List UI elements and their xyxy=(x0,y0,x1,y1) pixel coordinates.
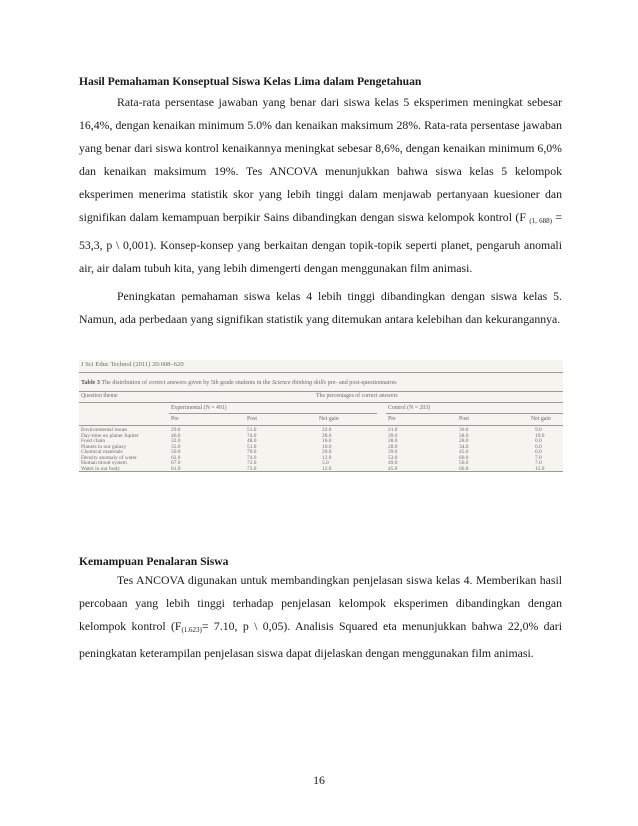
cell-ctrl-post: 56.0 xyxy=(459,460,469,466)
cell-exp-gain: 28.0 xyxy=(322,432,332,439)
cell-ctrl-post: 60.0 xyxy=(459,465,469,472)
cell-exp-gain: 12.0 xyxy=(322,454,332,461)
cell-ctrl-pre: 45.0 xyxy=(388,465,398,472)
table-header-rule xyxy=(79,391,563,392)
cell-theme: Environmental issues xyxy=(81,427,128,433)
cell-exp-pre: 32.0 xyxy=(171,438,181,444)
cell-exp-pre: 50.0 xyxy=(171,449,181,455)
column-header-group: The percentages of correct answers xyxy=(316,393,398,399)
cell-exp-post: 72.0 xyxy=(247,460,257,466)
cell-theme: Planets in our galaxy xyxy=(81,443,127,450)
paragraph-conceptual-results xyxy=(79,91,562,280)
cell-ctrl-post: 45.0 xyxy=(459,449,469,455)
cell-exp-pre: 67.0 xyxy=(171,460,181,466)
cell-exp-post: 74.0 xyxy=(247,432,257,439)
page-number: 16 xyxy=(313,773,325,787)
journal-header: J Sci Educ Technol (2011) 20:608–620 xyxy=(81,361,184,368)
body-top-rule xyxy=(79,425,563,426)
subheader-post-control: Post xyxy=(459,416,469,422)
cell-ctrl-pre: 39.0 xyxy=(388,432,398,439)
experimental-group-label: Experimental (N = 491) xyxy=(171,405,227,411)
experimental-group-rule xyxy=(169,413,377,414)
f-statistic-subscript: (1, 688) xyxy=(529,217,552,226)
table-bottom-rule xyxy=(79,471,563,472)
cell-theme: Density anomaly of water xyxy=(81,454,137,461)
table-caption-text: The distribution of correct answers given by 5th grade students in the xyxy=(101,380,271,386)
cell-ctrl-gain: 19.0 xyxy=(535,432,545,439)
cell-theme: Food chain xyxy=(81,438,106,444)
f-statistic-subscript: (1.623) xyxy=(181,626,202,635)
cell-ctrl-gain: 0.0 xyxy=(535,438,542,444)
cell-exp-gain: 16.0 xyxy=(322,438,332,444)
cell-exp-post: 51.0 xyxy=(247,443,257,450)
cell-exp-post: 48.0 xyxy=(247,438,257,444)
subheader-pre: Pre xyxy=(171,416,179,422)
control-group-label: Control (N = 203) xyxy=(388,405,431,411)
cell-theme: Chemical materials xyxy=(81,449,123,455)
cell-ctrl-pre: 53.0 xyxy=(388,454,398,461)
cell-ctrl-gain: 9.0 xyxy=(535,427,542,433)
header-rule-2 xyxy=(79,402,563,403)
paragraph-reasoning-results xyxy=(79,569,562,665)
control-group-rule xyxy=(386,413,563,414)
subheader-post: Post xyxy=(247,416,257,422)
section-heading-conceptual: Hasil Pemahaman Konseptual Siswa Kelas Lima dalam Pengetahuan xyxy=(79,75,422,88)
table-caption xyxy=(81,380,397,386)
cell-ctrl-pre: 28.0 xyxy=(388,443,398,450)
cell-ctrl-pre: 49.0 xyxy=(388,460,398,466)
paragraph-text: Tes ANCOVA digunakan untuk membandingkan penjelasan siswa kelas 4. Memberikan hasil percobaan yang lebih tinggi terhadap penjelasan kelompok eksperimen dibandingkan dengan kelompok kontrol (F xyxy=(79,573,562,634)
cell-exp-post: 51.0 xyxy=(247,427,257,433)
cell-ctrl-post: 60.0 xyxy=(459,454,469,461)
cell-ctrl-gain: 6.0 xyxy=(535,449,542,455)
paragraph-text-end: = 53,3, p \ 0,001). Konsep-konsep yang berkaitan dengan topik-topik seperti planet, pengaruh anomali air, air dalam tubuh kita, yang lebih dimengerti dengan menggunakan film animasi. xyxy=(79,210,563,275)
table-caption-end: pre- and post-questionnaires xyxy=(327,380,397,386)
cell-theme: Human blood system xyxy=(81,460,127,466)
paragraph-text-end: = 7.10, p \ 0,05). Analisis Squared eta menunjukkan bahwa 22,0% dari peningkatan keterampilan penjelasan siswa dapat dijelaskan dengan menggunakan film animasi. xyxy=(79,619,562,661)
cell-ctrl-gain: 7.0 xyxy=(535,454,542,461)
table-caption-label: Table 3 xyxy=(81,380,100,386)
cell-ctrl-post: 58.0 xyxy=(459,432,469,439)
cell-exp-post: 73.0 xyxy=(247,465,257,472)
cell-ctrl-gain: 15.0 xyxy=(535,465,545,472)
table-caption-italic: Science thinking skills xyxy=(271,380,327,386)
paragraph-grade4-comparison xyxy=(79,285,562,331)
cell-exp-gain: 16.0 xyxy=(322,443,332,450)
subheader-net-gain-control: Net gain xyxy=(531,416,551,422)
table-row xyxy=(79,466,563,474)
cell-ctrl-pre: 39.0 xyxy=(388,449,398,455)
cell-ctrl-post: 30.0 xyxy=(459,427,469,433)
cell-exp-gain: 20.0 xyxy=(322,449,332,455)
column-header-theme: Question theme xyxy=(81,393,118,399)
paragraph-text: Rata-rata persentase jawaban yang benar dari siswa kelas 5 eksperimen meningkat sebesar 16,4%, dengan kenaikan minimum 5.0% dan kenaikan maksimum 28%. Rata-rata persentase jawaban yang benar dari siswa kontrol kenaikannya meningkat sebesar 8,6%, dengan kenaikan minimum 6,0% dan kenaikan maksimum 19%. Tes ANCOVA menunjukkan bahwa siswa kelas 5 kelompok eksperimen menerima statistik skor yang lebih tinggi dalam menjawab pertanyaan kuesioner dan signifikan dalam kemampuan berpikir Sains dibandingkan dengan siswa kelompok kontrol (F xyxy=(79,95,562,225)
cell-exp-gain: 12.0 xyxy=(322,465,332,472)
cell-ctrl-pre: 28.0 xyxy=(388,438,398,444)
cell-exp-pre: 62.0 xyxy=(171,454,181,461)
cell-ctrl-post: 28.0 xyxy=(459,438,469,444)
cell-ctrl-post: 34.0 xyxy=(459,443,469,450)
cell-ctrl-pre: 21.0 xyxy=(388,427,398,433)
section-heading-reasoning: Kemampuan Penalaran Siswa xyxy=(79,555,229,568)
subheader-net-gain: Net gain xyxy=(319,416,339,422)
cell-exp-pre: 29.0 xyxy=(171,427,181,433)
cell-ctrl-gain: 6.0 xyxy=(535,443,542,450)
cell-exp-gain: 5.0 xyxy=(322,460,329,466)
subheader-pre-control: Pre xyxy=(388,416,396,422)
paragraph-text: Peningkatan pemahaman siswa kelas 4 lebih tinggi dibandingkan dengan siswa kelas 5. Namun, ada perbedaan yang signifikan statistik yang ditemukan antara kelebihan dan kekurangannya. xyxy=(79,289,562,327)
cell-exp-post: 70.0 xyxy=(247,449,257,455)
cell-exp-gain: 22.0 xyxy=(322,427,332,433)
cell-exp-post: 74.0 xyxy=(247,454,257,461)
figure-top-rule xyxy=(79,372,563,373)
cell-ctrl-gain: 7.0 xyxy=(535,460,542,466)
cell-theme: Water in our body xyxy=(81,465,120,472)
journal-table-figure xyxy=(79,360,563,472)
cell-exp-pre: 61.0 xyxy=(171,465,181,472)
cell-exp-pre: 46.0 xyxy=(171,432,181,439)
cell-theme: Day-time on planet Jupiter xyxy=(81,432,139,439)
cell-exp-pre: 35.0 xyxy=(171,443,181,450)
